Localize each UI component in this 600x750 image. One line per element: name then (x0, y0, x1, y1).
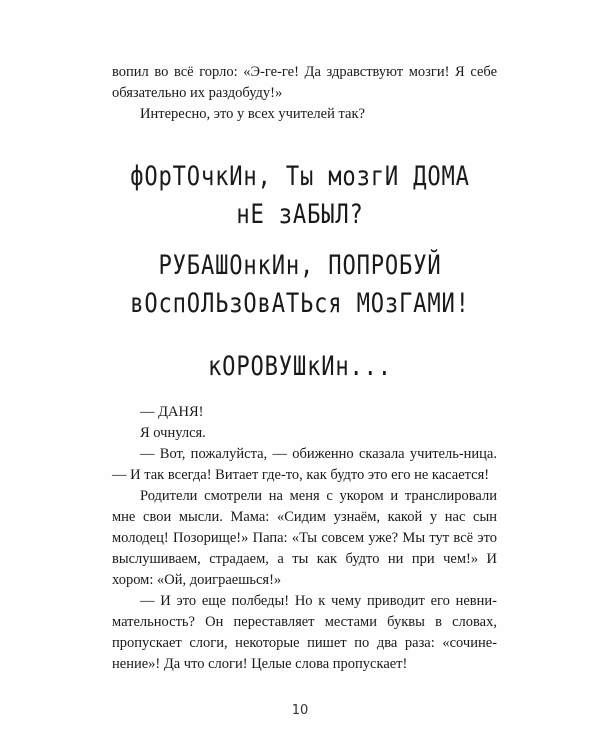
headline-line: кОРОВУШкИн... (208, 351, 392, 382)
paragraph: — Вот, пожалуйста, — обиженно сказала учитель-ница. — И так всегда! Витает где-то, как будто это его не касается! (112, 446, 497, 483)
headline-line: фОрТОчкИн, Ты мозгИ ДОМА (130, 161, 470, 192)
headline-line: РУБАШОнкИн, ПОПРОБУЙ (158, 250, 442, 281)
top-text-block (112, 62, 497, 125)
page-number: 10 (291, 703, 309, 718)
paragraph: Интересно, это у всех учителей так? (140, 106, 365, 122)
paragraph: — ДАНЯ! (140, 404, 204, 420)
paragraph: Родители смотрели на меня с укором и транслировали мне свои мысли. Мама: «Сидим узнаём, какой у нас сын молодец! Позорище!» Папа: «Ты совсем уже? Мы тут всё это выслушиваем, страдаем, а ты как будто ни при чем!» И хором: «Ой, доиграешься!» (112, 488, 497, 588)
headline-line: нЕ зАБЫЛ? (236, 199, 364, 230)
paragraph: — И это еще полбеды! Но к чему приводит его невни-мательность? Он переставляет местами буквы в словах, пропускает слоги, некоторые пишет по два раза: «сочине-нение»! Да что слоги! Целые слова пропускает! (112, 593, 497, 672)
paragraph: Я очнулся. (140, 425, 206, 441)
headline-korovushkin (103, 348, 497, 386)
headline-line: вОспОЛЬзОвАТЬся МОзГАМИ! (130, 288, 470, 319)
headline-fortochkin (103, 158, 497, 234)
paragraph: вопил во всё горло: «Э-ге-ге! Да здравствуют мозги! Я себе обязательно их раздобуду!» (112, 64, 497, 101)
headline-rubashonkin (103, 247, 497, 323)
bottom-text-block (112, 402, 497, 675)
